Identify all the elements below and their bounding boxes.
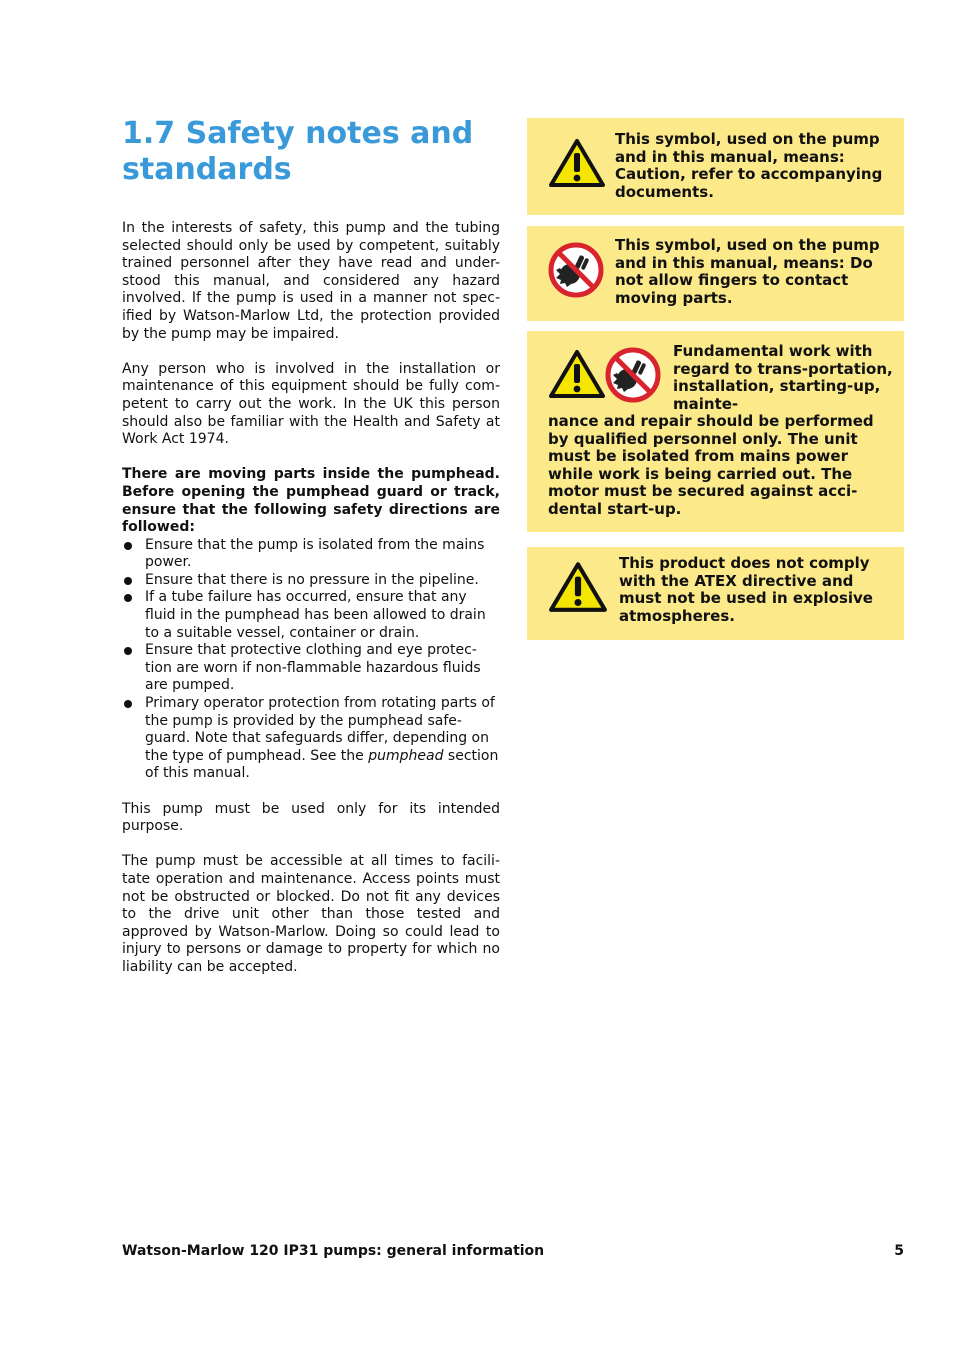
intro-paragraph: In the interests of safety, this pump and the tubing selected should only be used by competent, suitably trained personnel after they have read and under-stood this manual, and considered any hazard involved. If the pump is used in a manner not spec-ified by Watson-Marlow Ltd, the protection provided by the pump may be impaired.: [122, 220, 500, 342]
caution-notice-box: [527, 118, 904, 215]
accessibility-paragraph: The pump must be accessible at all times to facili-tate operation and maintenance. Access points must not be obstructed or blocked. Do not fit any devices to the drive unit other than those tested and approved by Watson-Marlow. Doing so could lead to injury to persons or damage to property for which no liability can be accepted.: [122, 853, 500, 975]
list-item-text: Ensure that there is no pressure in the pipeline.: [145, 571, 479, 588]
atex-notice-text: This product does not comply with the ATEX directive and must not be used in explosive atmospheres.: [619, 554, 873, 625]
list-item-text-part: Primary operator protection from rotating parts of the pump is provided by the pumphead safe-guard. Note that safeguards differ, depending on the type of pumphead. See the: [145, 695, 495, 764]
personnel-paragraph: Any person who is involved in the installation or maintenance of this equipment should be fully com-petent to carry out the work. In the UK this person should also be familiar with the Health and Safety at Work Act 1974.: [122, 360, 500, 448]
bullet-icon: [124, 594, 132, 602]
list-item: [122, 572, 500, 590]
pumphead-reference: pumphead: [368, 747, 444, 764]
body-text-column: [122, 220, 500, 994]
list-item-text: Ensure that the pump is isolated from the mains power.: [145, 536, 485, 571]
fundamental-work-notice-box: [527, 331, 904, 532]
list-item: [122, 589, 500, 642]
page-footer: [122, 1242, 904, 1260]
section-heading: 1.7 Safety notes and standards: [122, 116, 474, 187]
safety-directions-list: [122, 537, 500, 783]
list-item-text: Ensure that protective clothing and eye protec-tion are worn if non-flammable hazardous fluids are pumped.: [145, 642, 481, 694]
intended-purpose-paragraph: This pump must be used only for its intended purpose.: [122, 800, 500, 835]
no-fingers-icon: [548, 242, 604, 303]
fundamental-work-text-top: Fundamental work with regard to trans-portation, installation, starting-up, mainte-: [673, 342, 893, 413]
bullet-icon: [124, 542, 132, 550]
page-number: 5: [894, 1243, 904, 1259]
no-fingers-icon: [605, 347, 661, 408]
warning-triangle-icon: [548, 349, 606, 404]
list-item-text: If a tube failure has occurred, ensure that any fluid in the pumphead has been allowed to drain to a suitable vessel, container or drain.: [145, 589, 486, 641]
fingers-notice-box: [527, 226, 904, 321]
list-item: [122, 695, 500, 783]
list-item-text: [145, 695, 498, 781]
fingers-notice-text: This symbol, used on the pump and in this manual, means: Do not allow fingers to contact moving parts.: [615, 236, 880, 307]
warning-triangle-icon: [548, 138, 606, 193]
list-item-text-part: section of this manual.: [145, 747, 499, 782]
caution-notice-text: This symbol, used on the pump and in this manual, means: Caution, refer to accompanying documents.: [615, 130, 883, 201]
footer-title: Watson-Marlow 120 IP31 pumps: general information: [122, 1243, 545, 1259]
list-item: [122, 642, 500, 695]
list-item: [122, 537, 500, 572]
moving-parts-warning: There are moving parts inside the pumphead. Before opening the pumphead guard or track, ensure that the following safety directions are followed:: [122, 466, 500, 536]
bullet-icon: [124, 577, 132, 585]
atex-notice-box: [527, 547, 904, 640]
fundamental-work-text-bottom: nance and repair should be performed by qualified personnel only. The unit must be isolated from mains power while work is being carried out. The motor must be secured against acci-dental start-up.: [548, 412, 874, 518]
bullet-icon: [124, 700, 132, 708]
warning-triangle-icon: [548, 561, 608, 618]
bullet-icon: [124, 647, 132, 655]
